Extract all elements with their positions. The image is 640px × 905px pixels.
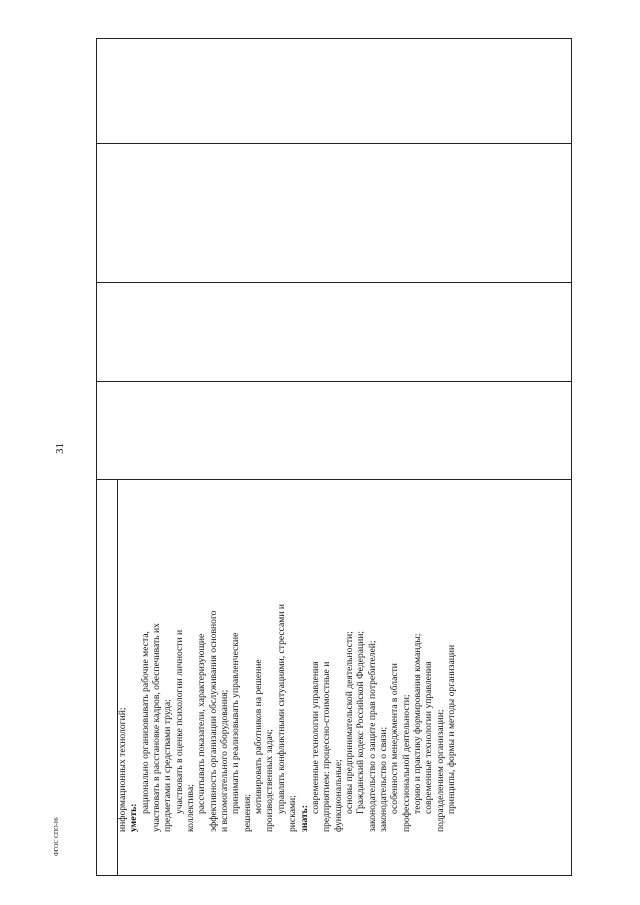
text-line: особенности менеджмента в области	[389, 663, 401, 814]
text-line: современные технологии управления	[423, 661, 435, 814]
text-line: рассчитывать показатели, характеризующие	[196, 633, 208, 814]
table-row-divider	[97, 143, 571, 144]
table-row-divider	[97, 381, 571, 382]
text-line: современные технологии управления	[309, 661, 321, 814]
text-line: мотивировать работников на решение	[253, 659, 265, 814]
text-line: теорию и практику формирования команды;	[411, 633, 423, 814]
text-line: функциональные;	[332, 759, 344, 832]
page-number: 31	[54, 443, 66, 454]
text-line: предприятием: процессно-стоимостные и	[321, 661, 333, 832]
text-line: основы предпринимательской деятельности;	[343, 631, 355, 814]
text-line: участвовать в расстановке кадров, обеспечивать их	[151, 623, 163, 832]
text-line: управлять конфликтными ситуациями, стрессами и	[275, 603, 287, 814]
text-line: принципы, формы и методы организации	[445, 644, 457, 814]
text-line: предметами и средствами труда;	[162, 699, 174, 832]
text-line: принимать и реализовывать управленческие	[230, 632, 242, 814]
footer-code: ФГОС СПО-06	[54, 817, 60, 856]
text-line: решения;	[241, 793, 253, 832]
text-line: Гражданский кодекс Российской Федерации;	[355, 630, 367, 814]
text-line: рисками;	[287, 795, 299, 832]
text-line: и вспомогательного оборудования;	[219, 689, 231, 832]
text-line: коллектива;	[185, 784, 197, 832]
text-line: рационально организовывать рабочие места,	[139, 631, 151, 814]
text-line: информационных технологий;	[117, 707, 128, 832]
text-line: законодательство о защите прав потребителей;	[366, 640, 378, 832]
text-line: участвовать в оценке психологии личности и	[173, 629, 185, 814]
competency-text-cell	[117, 482, 587, 832]
section-heading: уметь:	[128, 803, 140, 832]
section-heading: знать:	[298, 805, 310, 832]
text-line: производственных задач;	[264, 729, 276, 832]
text-line: законодательство о связи;	[377, 726, 389, 832]
text-line: подразделением организации;	[434, 709, 446, 832]
text-line: эффективность организации обслуживания основного	[207, 610, 219, 832]
table-row-divider	[97, 282, 571, 283]
text-line: профессиональной деятельности;	[400, 694, 412, 832]
table-row-divider	[97, 479, 571, 480]
